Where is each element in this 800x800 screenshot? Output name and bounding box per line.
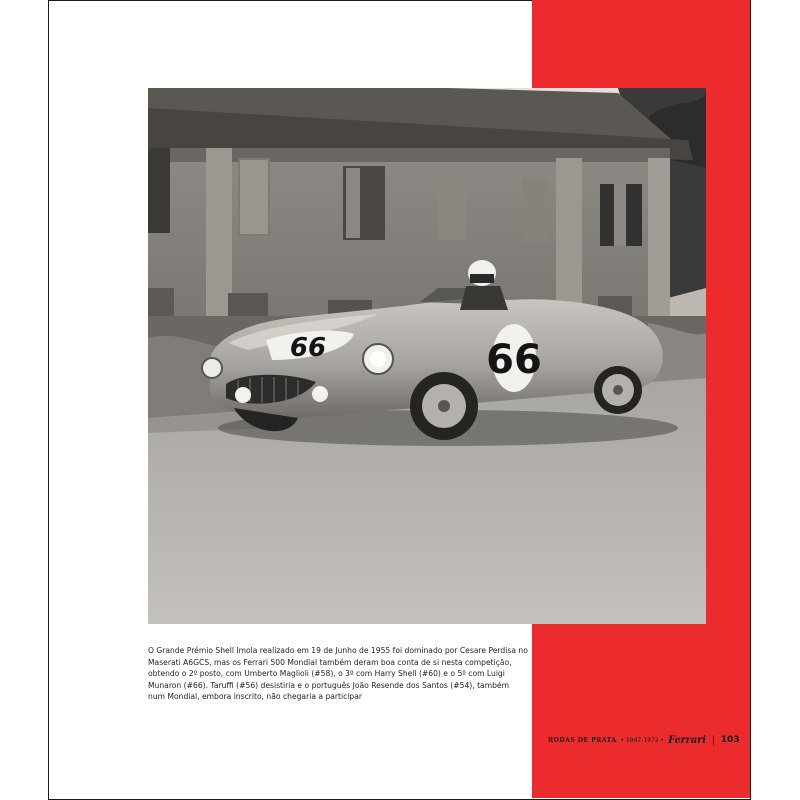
race-photo — [148, 88, 706, 624]
page-footer — [548, 733, 740, 747]
footer-divider — [713, 735, 714, 746]
page-number: 103 — [720, 735, 740, 745]
book-title: RODAS DE PRATA — [548, 736, 617, 744]
photo-caption: O Grande Prémio Shell Imola realizado em 19 de Junho de 1955 foi dominado por Cesare Perdisa no Maserati A6GCS, mas os Ferrari 500 Mondial também deram boa conta de si nesta competição, obtendo o 2º posto, com Umberto Maglioli (#58), o 3º com Harry Shell (#60) e o 5º com Luigi Munaron (#66). Taruffi (#56) desistiria e o português João Resende dos Santos (#54), também num Mondial, embora inscrito, não chegaria a participar — [148, 646, 528, 701]
car-number-side: 66 — [486, 337, 542, 383]
ferrari-logo-text: Ferrari — [668, 734, 706, 746]
car-number-front: 66 — [289, 333, 327, 363]
years-range: • 1947-1972 • — [620, 736, 665, 744]
